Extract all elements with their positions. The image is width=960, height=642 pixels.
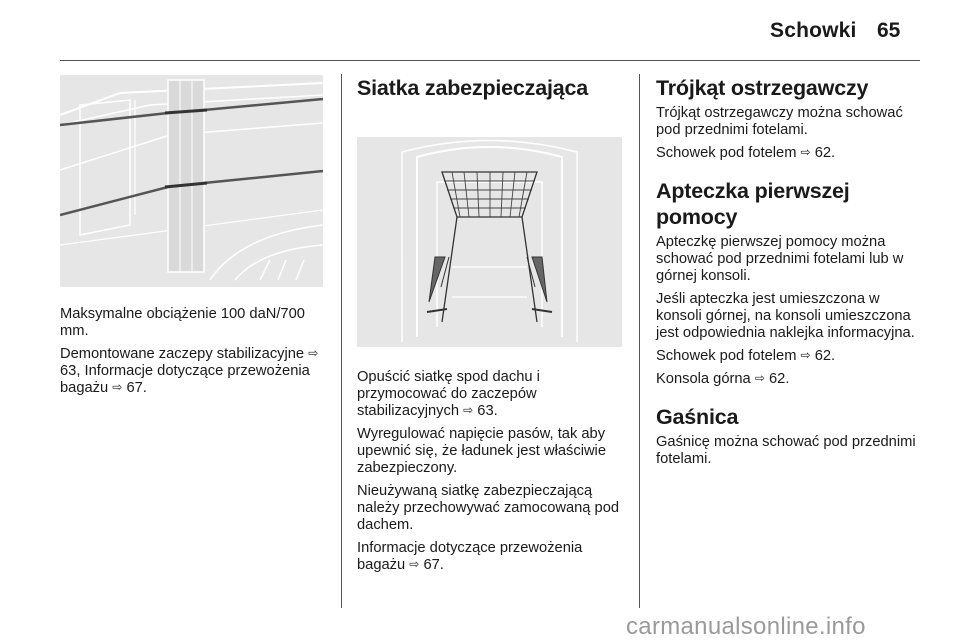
reference-arrow-icon: ⇨ — [800, 145, 811, 159]
column-2 — [357, 75, 624, 580]
fire-extinguisher-paragraph: Gaśnicę można schować pod przednimi fotelami. — [656, 434, 916, 467]
seat-compartment-ref-2: Schowek pod fotelem ⇨ 62. — [656, 348, 836, 364]
safety-net-illustration — [357, 137, 622, 347]
column-3 — [656, 75, 926, 474]
section-heading-warning-triangle: Trójkąt ostrzegawczy — [656, 76, 869, 100]
section-heading-fire-extinguisher: Gaśnica — [656, 405, 739, 429]
net-storage-paragraph: Nieużywaną siatkę zabezpieczającą należy przechowywać zamocowaną pod dachem. — [357, 483, 620, 533]
belt-tension-paragraph: Wyregulować napięcie pasów, tak aby upewnić się, że ładunek jest właściwie zabezpieczony. — [357, 426, 606, 476]
first-aid-paragraph: Apteczkę pierwszej pomocy można schować pod przednimi fotelami lub w górnej konsoli. — [656, 234, 904, 284]
column-1 — [60, 75, 325, 403]
van-cargo-pillar-illustration — [60, 75, 323, 287]
page-title: Schowki — [770, 19, 857, 42]
seat-compartment-ref: Schowek pod fotelem ⇨ 62. — [656, 145, 836, 161]
first-aid-sticker-paragraph: Jeśli apteczka jest umieszczona w konsoli górnej, na konsoli umieszczona jest odpowiednia naklejka informacyjna. — [656, 291, 915, 341]
section-heading-first-aid: Apteczka pierwszej pomocy — [656, 179, 850, 229]
column-divider-1 — [341, 74, 342, 608]
header-rule — [60, 60, 920, 61]
luggage-info-paragraph: Informacje dotyczące przewożenia bagażu ⇨ 67. — [357, 540, 583, 573]
section-heading-safety-net: Siatka zabezpieczająca — [357, 76, 589, 100]
reference-arrow-icon: ⇨ — [112, 380, 123, 394]
reference-arrow-icon: ⇨ — [463, 403, 474, 417]
overhead-console-ref: Konsola górna ⇨ 62. — [656, 371, 790, 387]
warning-triangle-paragraph: Trójkąt ostrzegawczy można schować pod przednimi fotelami. — [656, 105, 903, 138]
watermark: carmanualsonline.info — [626, 613, 866, 640]
reference-arrow-icon: ⇨ — [800, 348, 811, 362]
reference-arrow-icon: ⇨ — [754, 371, 765, 385]
reference-arrow-icon: ⇨ — [308, 346, 319, 360]
column-divider-2 — [639, 74, 640, 608]
max-load-text: Maksymalne obciążenie 100 daN/700 mm. — [60, 306, 305, 339]
net-lowering-paragraph: Opuścić siatkę spod dachu i przymocować do zaczepów stabilizacyjnych ⇨ 63. — [357, 369, 540, 419]
stabilizer-ref-paragraph: Demontowane zaczepy stabilizacyjne ⇨ 63, Informacje dotyczące przewożenia bagażu ⇨ 67. — [60, 346, 319, 396]
reference-arrow-icon: ⇨ — [409, 557, 420, 571]
page-number: 65 — [877, 19, 901, 42]
